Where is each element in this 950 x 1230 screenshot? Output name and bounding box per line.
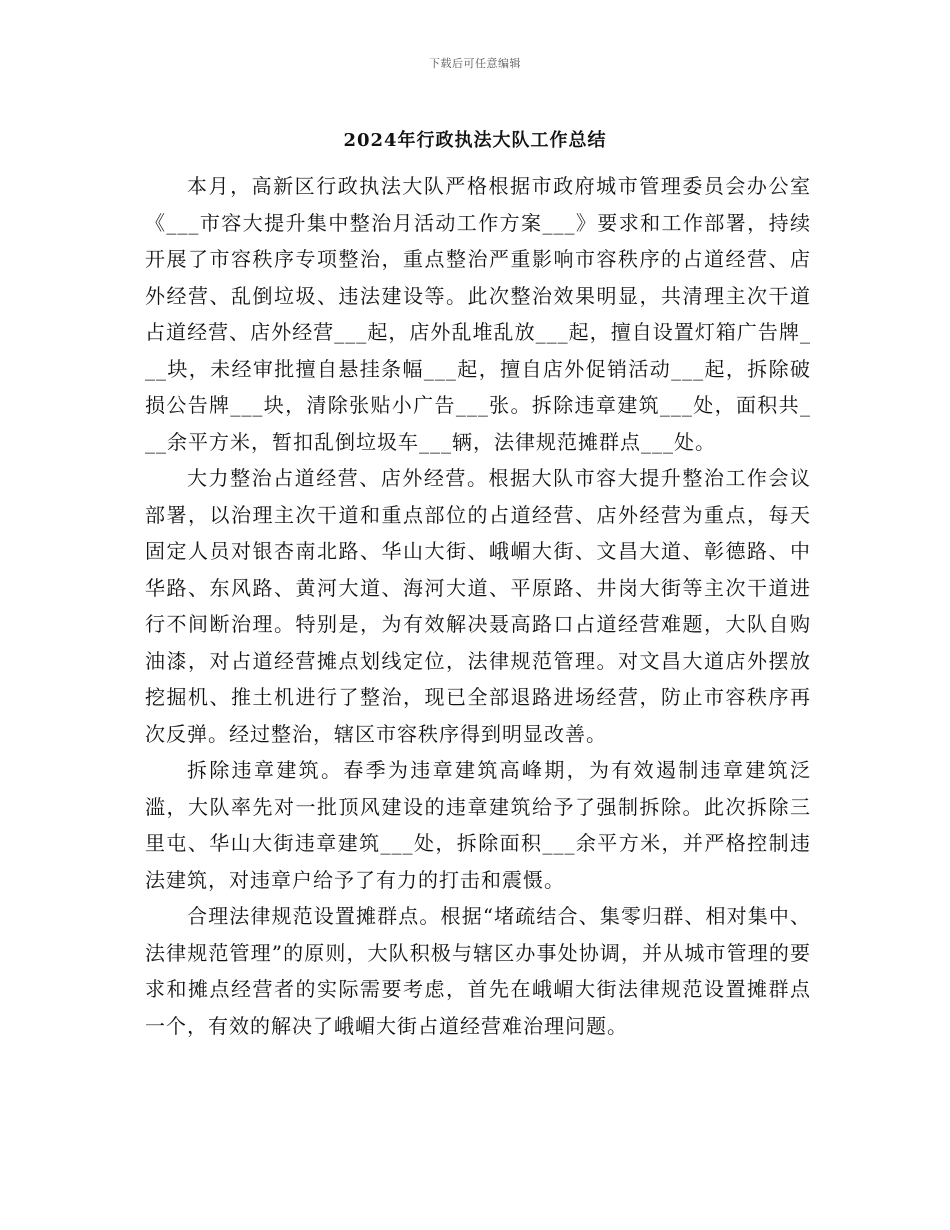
document-body (145, 168, 811, 1044)
paragraph-stall-clusters: 合理法律规范设置摊群点。根据“堵疏结合、集零归群、相对集中、法律规范管理”的原则，大队积极与辖区办事处协调，并从城市管理的要求和摊点经营者的实际需要考虑，首先在峨嵋大街法律规范设置摊群点一个，有效的解决了峨嵋大街占道经营难治理问题。 (145, 904, 811, 1038)
paragraph-summary: 本月，高新区行政执法大队严格根据市政府城市管理委员会办公室《___市容大提升集中整治月活动工作方案___》要求和工作部署，持续开展了市容秩序专项整治，重点整治严重影响市容秩序的占道经营、店外经营、乱倒垃圾、违法建设等。此次整治效果明显，共清理主次干道占道经营、店外经营___起，店外乱堆乱放___起，擅自设置灯箱广告牌___块，未经审批擅自悬挂条幅___起，擅自店外促销活动___起，拆除破损公告牌___块，清除张贴小广告___张。拆除违章建筑___处，面积共___余平方米，暂扣乱倒垃圾车___辆，法律规范摊群点___处。 (145, 174, 811, 454)
paragraph-illegal-buildings: 拆除违章建筑。春季为违章建筑高峰期，为有效遏制违章建筑泛滥，大队率先对一批顶风建设的违章建筑给予了强制拆除。此次拆除三里屯、华山大街违章建筑___处，拆除面积___余平方米，并严格控制违法建筑，对违章户给予了有力的打击和震慑。 (145, 758, 811, 892)
paragraph-road-occupation: 大力整治占道经营、店外经营。根据大队市容大提升整治工作会议部署，以治理主次干道和重点部位的占道经营、店外经营为重点，每天固定人员对银杏南北路、华山大街、峨嵋大街、文昌大道、彰德路、中华路、东风路、黄河大道、海河大道、平原路、井岗大街等主次干道进行不间断治理。特别是，为有效解决聂高路口占道经营难题，大队自购油漆，对占道经营摊点划线定位，法律规范管理。对文昌大道店外摆放挖掘机、推土机进行了整治，现已全部退路进场经营，防止市容秩序再次反弹。经过整治，辖区市容秩序得到明显改善。 (145, 466, 811, 746)
document-title: 2024年行政执法大队工作总结 (343, 130, 607, 151)
download-note: 下载后可任意编辑 (429, 57, 521, 70)
